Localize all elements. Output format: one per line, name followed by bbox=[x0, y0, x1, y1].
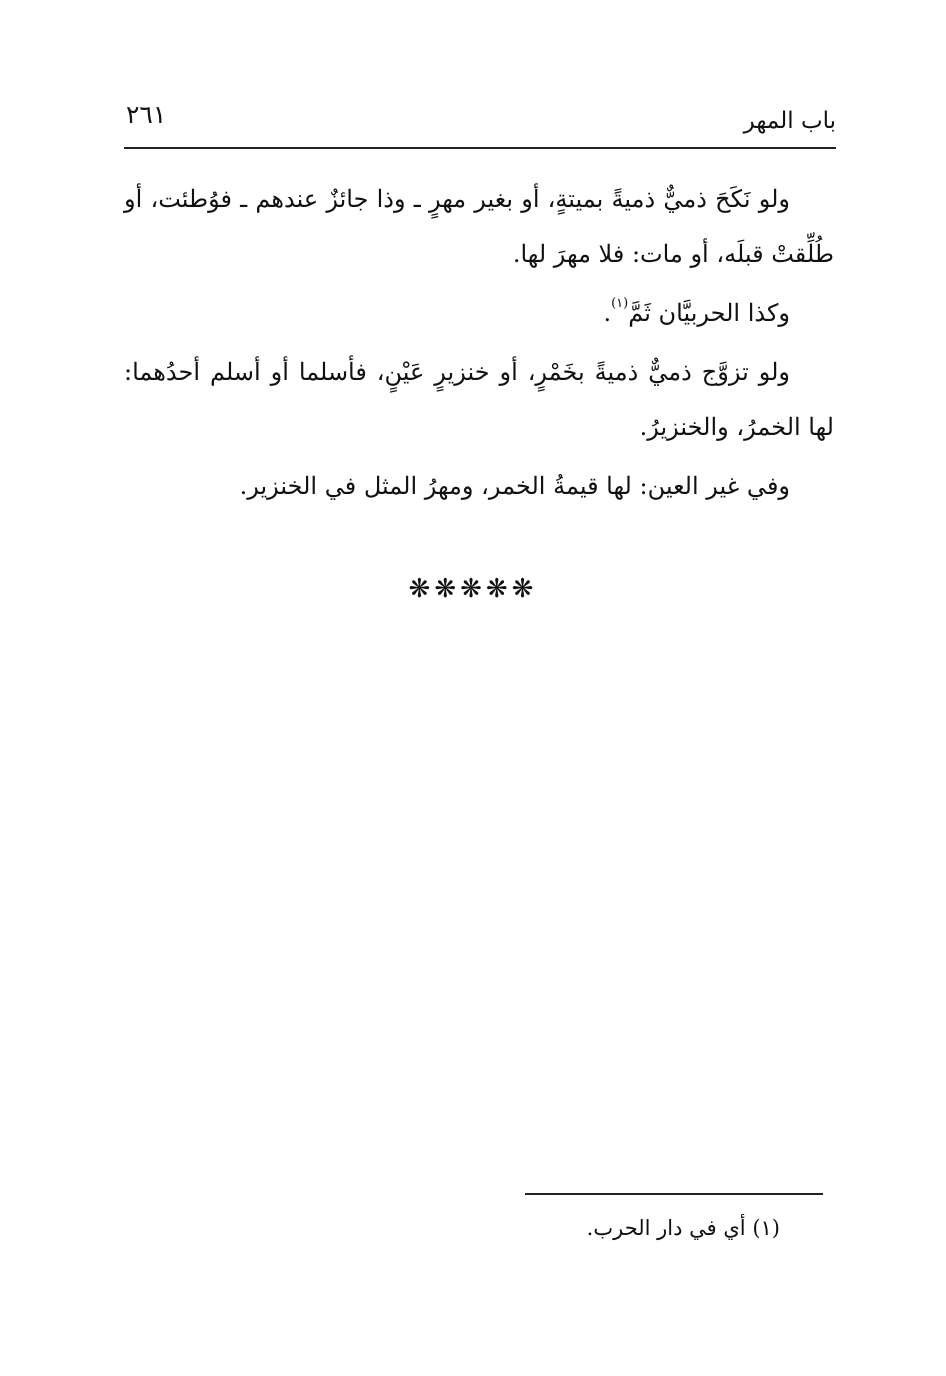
paragraph-4: وفي غير العين: لها قيمةُ الخمر، ومهرُ المثل في الخنزير. bbox=[239, 472, 790, 500]
paragraph-1: ولو نَكَحَ ذميٌّ ذميةً بميتةٍ، أو بغير مهرٍ ـ وذا جائزٌ عندهم ـ فوُطئت، أو طُلِّقتْ قبلَه، أو مات: فلا مهرَ لها. bbox=[124, 185, 834, 268]
page-header bbox=[124, 96, 836, 148]
paragraph-2 bbox=[124, 286, 834, 341]
footnote: (١) أي في دار الحرب. bbox=[586, 1216, 780, 1240]
paragraph-2-text: وكذا الحربيَّان ثَمَّ bbox=[628, 299, 790, 327]
paragraph-2-end: . bbox=[603, 299, 612, 327]
body-text bbox=[124, 172, 834, 518]
footnote-reference: (١) bbox=[611, 296, 629, 311]
paragraph-3: ولو تزوَّج ذميٌّ ذميةً بخَمْرٍ، أو خنزيرٍ عَيْنٍ، فأسلما أو أسلم أحدُهما: لها الخمرُ، والخنزيرُ. bbox=[124, 358, 834, 441]
footnote-rule bbox=[525, 1193, 823, 1195]
page-number: ٢٦١ bbox=[126, 100, 167, 129]
header-rule bbox=[124, 147, 836, 149]
section-end-ornament: ❋❋❋❋❋ bbox=[408, 574, 538, 604]
running-title: باب المهر bbox=[743, 108, 836, 134]
